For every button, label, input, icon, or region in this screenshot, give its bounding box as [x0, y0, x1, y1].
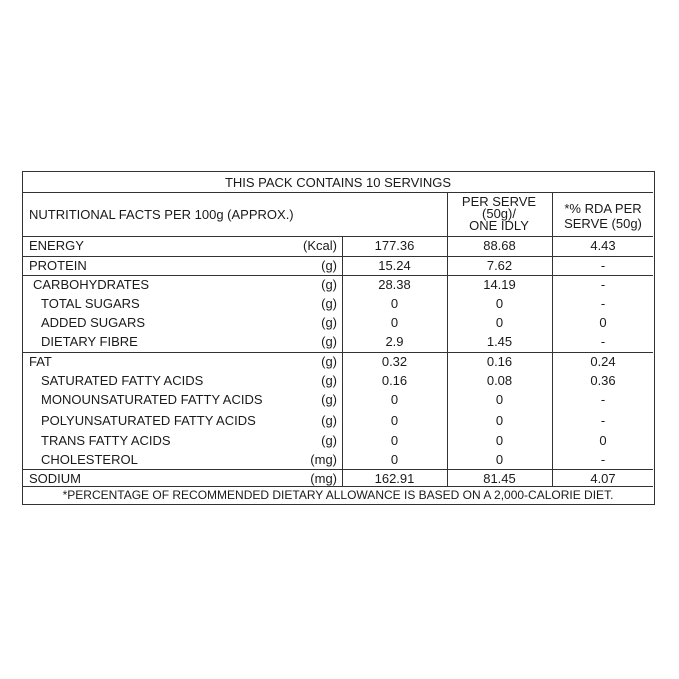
nutrient-unit: (g)	[321, 433, 337, 448]
nutrient-unit: (Kcal)	[303, 238, 337, 253]
rda-value: -	[600, 452, 606, 467]
rda-value: -	[600, 392, 606, 407]
per-100g-value: 0.16	[381, 373, 408, 388]
nutrition-facts-panel	[22, 171, 655, 505]
rda-header	[552, 201, 654, 231]
divider	[23, 486, 653, 487]
rda-value: 0	[599, 315, 607, 330]
per-serve-value: 0	[495, 315, 504, 330]
nutrient-name: MONOUNSATURATED FATTY ACIDS	[41, 392, 263, 407]
nutrient-name: ENERGY	[29, 238, 84, 253]
per-100g-value: 0	[390, 296, 399, 311]
rda-value: 0.36	[590, 373, 616, 388]
per-100g-value: 0	[390, 433, 399, 448]
per-100g-value: 0	[390, 413, 399, 428]
per-serve-value: 1.45	[486, 334, 513, 349]
rda-value: 4.43	[590, 238, 616, 253]
nutrient-name: DIETARY FIBRE	[41, 334, 138, 349]
divider	[23, 236, 653, 237]
nutrient-name: SODIUM	[29, 471, 81, 486]
divider	[23, 352, 653, 353]
per-serve-value: 0	[495, 413, 504, 428]
nutrient-name: POLYUNSATURATED FATTY ACIDS	[41, 413, 256, 428]
rda-value: 0.24	[590, 354, 616, 369]
per-100g-value: 0	[390, 315, 399, 330]
per-serve-header-line1: PER SERVE	[461, 194, 537, 209]
per-serve-value: 0	[495, 452, 504, 467]
rda-value: -	[600, 334, 606, 349]
nutrient-unit: (g)	[321, 277, 337, 292]
divider	[23, 256, 653, 257]
nutrient-unit: (g)	[321, 315, 337, 330]
per-serve-value: 0	[495, 392, 504, 407]
nutrient-name: ADDED SUGARS	[41, 315, 146, 330]
nutrient-unit: (g)	[321, 334, 337, 349]
nutrient-unit: (g)	[321, 354, 337, 369]
per-serve-value: 0.08	[486, 373, 513, 388]
nutrient-name: CHOLESTEROL	[41, 452, 138, 467]
per-serve-value: 0	[495, 296, 504, 311]
facts-per-100g-header: NUTRITIONAL FACTS PER 100g (APPROX.)	[29, 207, 294, 222]
per-serve-value: 7.62	[486, 258, 513, 273]
per-serve-value: 0.16	[486, 354, 513, 369]
rda-value: 4.07	[590, 471, 616, 486]
nutrient-unit: (g)	[321, 296, 337, 311]
nutrient-name: TRANS FATTY ACIDS	[41, 433, 171, 448]
rda-value: 0	[599, 433, 607, 448]
rda-header-line1: *% RDA PER	[564, 201, 642, 216]
rda-value: -	[600, 258, 606, 273]
rda-value: -	[600, 277, 606, 292]
per-100g-value: 2.9	[385, 334, 404, 349]
per-serve-value: 81.45	[483, 471, 516, 486]
nutrient-unit: (mg)	[310, 471, 337, 486]
divider	[23, 275, 653, 276]
divider	[23, 469, 653, 470]
per-100g-value: 0.32	[381, 354, 408, 369]
nutrient-unit: (mg)	[310, 452, 337, 467]
per-serve-header-line3: ONE IDLY	[469, 218, 529, 233]
nutrient-unit: (g)	[321, 413, 337, 428]
divider	[23, 192, 653, 193]
rda-value: -	[600, 413, 606, 428]
nutrient-name: CARBOHYDRATES	[33, 277, 150, 292]
nutrient-unit: (g)	[321, 392, 337, 407]
per-serve-header-line2: (50g)/	[482, 206, 516, 221]
per-100g-value: 0	[390, 392, 399, 407]
per-100g-value: 177.36	[374, 238, 415, 253]
per-serve-value: 88.68	[483, 238, 516, 253]
per-serve-value: 0	[495, 433, 504, 448]
nutrient-name: SATURATED FATTY ACIDS	[41, 373, 204, 388]
nutrient-name: FAT	[29, 354, 52, 369]
rda-footnote: *PERCENTAGE OF RECOMMENDED DIETARY ALLOWANCE IS BASED ON A 2,000-CALORIE DIET.	[62, 488, 614, 502]
rda-value: -	[600, 296, 606, 311]
pack-servings-title: THIS PACK CONTAINS 10 SERVINGS	[224, 175, 452, 190]
nutrient-unit: (g)	[321, 258, 337, 273]
nutrient-name: PROTEIN	[29, 258, 87, 273]
per-100g-value: 28.38	[378, 277, 411, 292]
per-100g-value: 0	[390, 452, 399, 467]
nutrient-unit: (g)	[321, 373, 337, 388]
per-100g-value: 162.91	[374, 471, 415, 486]
per-100g-value: 15.24	[378, 258, 411, 273]
per-serve-value: 14.19	[483, 277, 516, 292]
per-serve-header	[447, 196, 551, 232]
rda-header-line2: SERVE (50g)	[564, 216, 642, 231]
nutrient-name: TOTAL SUGARS	[41, 296, 140, 311]
